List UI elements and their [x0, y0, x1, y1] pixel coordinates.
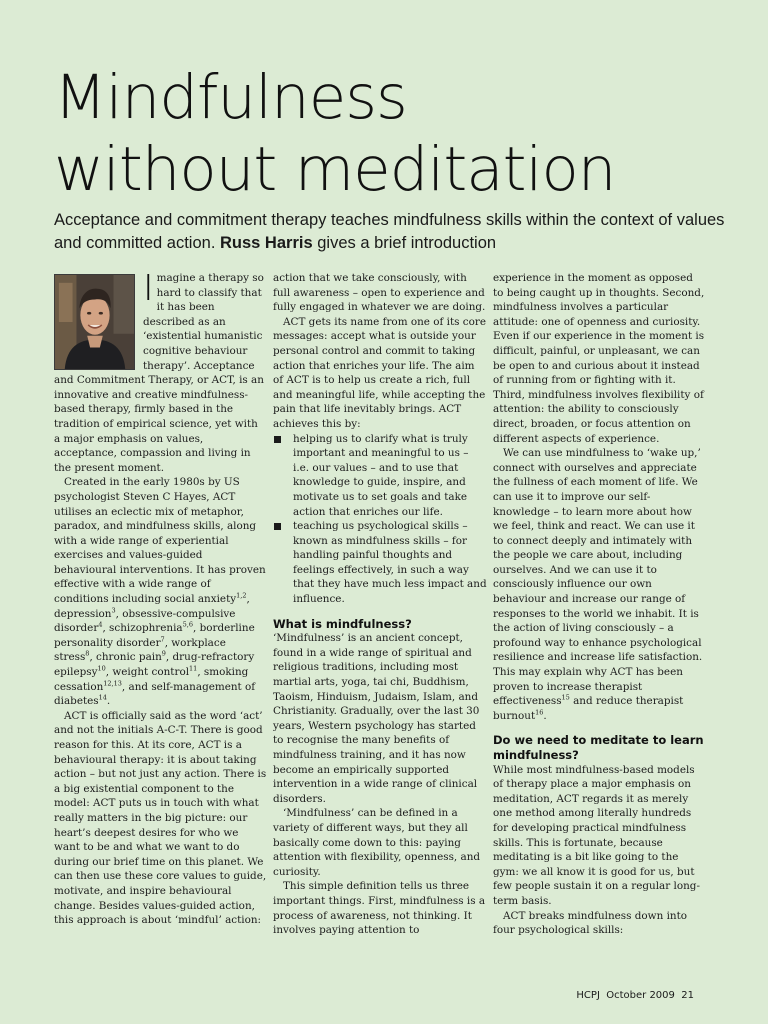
- title-line-1: Mindfulness: [54, 62, 407, 133]
- bullet-text: teaching us psychological skills – known as mindfulness skills – for handling painful thoughts and feelings effectively, in such a way that they have much less impact and influence.: [293, 520, 487, 606]
- text-run: , and self-management of diabetes: [54, 680, 256, 708]
- section-heading: What is mindfulness?: [273, 616, 412, 631]
- column-2: [273, 271, 487, 938]
- text-run: , schizophrenia: [102, 622, 183, 635]
- reference-sup: 5,6: [182, 620, 193, 629]
- col2-paragraph-1: action that we take consciously, with full awareness – open to experience and fully engaged in whatever we are doing.: [273, 272, 486, 314]
- text-run: , smoking cessation: [54, 666, 249, 693]
- col2-paragraph-3: ‘Mindfulness’ is an ancient concept, found in a wide range of spiritual and religious traditions, including most martial arts, yoga, tai chi, Buddhism, Taoism, Hinduism, Judaism, Islam, and Christianity. Gradually, over the last 30 years, Western psychology has started to recognise the many benefits of mindfulness training, and it has now become an empirically supported intervention in a wide range of clinical disorders.: [273, 632, 480, 805]
- text-run: , obsessive-compulsive disorder: [54, 607, 236, 635]
- reference-sup: 3: [111, 606, 116, 615]
- col3-paragraph-3: While most mindfulness-based models of therapy place a major emphasis on meditation, ACT regards it as merely one method among literally hundreds for developing practical mindfulness skills. This is fortunate, because meditating is a bit like going to the gym: we all know it is good for us, but few people sustain it on a regular long-term basis.: [493, 763, 700, 907]
- section-heading: Do we need to meditate to learn mindfulness?: [493, 733, 704, 762]
- text-run: and reduce therapist burnout: [493, 695, 684, 722]
- standfirst-tail: gives a brief introduction: [312, 234, 497, 252]
- reference-sup: 9: [161, 649, 166, 658]
- standfirst: [54, 209, 744, 255]
- bullet-item: [273, 519, 487, 607]
- column-3: [493, 271, 705, 938]
- drop-cap: I: [143, 268, 154, 309]
- col2-paragraph-2: ACT gets its name from one of its core messages: accept what is outside your personal control and commit to taking action that enriches your life. The aim of ACT is to help us create a rich, full and meaningful life, while accepting the pain that life inevitably brings. ACT achieves this by:: [273, 315, 486, 430]
- reference-sup: 11: [189, 664, 198, 673]
- reference-sup: 1,2: [236, 591, 247, 600]
- bullet-list: [273, 432, 487, 607]
- standfirst-text: Acceptance and commitment therapy teaches mindfulness skills within the context of values and committed action.: [54, 211, 725, 252]
- reference-sup: 15: [561, 693, 570, 702]
- reference-sup: 12,13: [103, 679, 122, 688]
- reference-sup: 16: [535, 708, 544, 717]
- col1-paragraph-1: magine a therapy so hard to classify that it has been described as an ‘existential humanistic cognitive behaviour therapy’. Acceptance and Commitment Therapy, or ACT, is an innovative and creative mindfulness-based therapy, firmly based in the tradition of empirical science, yet with a major emphasis on values, acceptance, compassion and living in the present moment.: [54, 272, 264, 474]
- col2-paragraph-4: ‘Mindfulness’ can be defined in a variety of different ways, but they all basically come down to this: paying attention with flexibility, openness, and curiosity.: [273, 807, 481, 878]
- bullet-text: helping us to clarify what is truly important and meaningful to us – i.e. our values – and to use that knowledge to guide, inspire, and motivate us to set goals and take action that enriches our life.: [293, 432, 469, 518]
- journal-name: HCPJ: [576, 990, 600, 1001]
- reference-sup: 8: [85, 649, 90, 658]
- author-name: Russ Harris: [220, 234, 313, 252]
- title-line-2: without meditation: [54, 134, 616, 205]
- text-run: .: [106, 695, 111, 708]
- text-run: , depression: [54, 593, 250, 620]
- col2-paragraph-5: This simple definition tells us three important things. First, mindfulness is a process of awareness, not thinking. It involves paying attention to: [273, 880, 486, 937]
- reference-sup: 4: [98, 620, 103, 629]
- reference-sup: 14: [98, 693, 107, 702]
- page-number: 21: [681, 990, 694, 1001]
- col3-paragraph-1: experience in the moment as opposed to being caught up in thoughts. Second, mindfulness involves a particular attitude: one of openness and curiosity. Even if our experience in the moment is difficult, painful, or unpleasant, we can be open to and curious about it instead of running from or fighting with it. Third, mindfulness involves flexibility of attention: the ability to consciously direct, broaden, or focus attention on different aspects of experience.: [493, 272, 705, 445]
- bullet-square-icon: [274, 436, 281, 443]
- bullet-item: [273, 432, 487, 520]
- col3-paragraph-2: [493, 446, 705, 723]
- bullet-square-icon: [274, 523, 281, 530]
- col1-paragraph-2: [54, 475, 267, 709]
- col3-paragraph-4: ACT breaks mindfulness down into four psychological skills:: [493, 909, 688, 937]
- reference-sup: 7: [160, 635, 165, 644]
- text-run: Created in the early 1980s by US psychologist Steven C Hayes, ACT utilises an eclectic mix of metaphor, paradox, and mindfulness skills, along with a wide range of experiential exercises and values-guided behavioural interventions. It has proven effective with a wide range of conditions including social anxiety: [54, 476, 266, 606]
- text-run: , weight control: [105, 666, 190, 679]
- text-run: .: [543, 709, 547, 722]
- col1-paragraph-3: ACT is officially said as the word ‘act’ and not the initials A-C-T. There is good reason for this. At its core, ACT is a behavioural therapy: it is about taking action – but not just any action. There is a big existential component to the model: ACT puts us in touch with what really matters in the big picture: our heart’s deepest desires for who we want to be and what we want to do during our brief time on this planet. We can then use these core values to guide, motivate, and inspire behavioural change. Besides values-guided action, this approach is about ‘mindful’ action:: [54, 709, 267, 927]
- text-run: , borderline personality disorder: [54, 622, 255, 649]
- author-photo: [54, 274, 135, 370]
- text-run: , drug-refractory epilepsy: [54, 651, 255, 679]
- column-1: [54, 268, 267, 928]
- text-run: We can use mindfulness to ‘wake up,’ connect with ourselves and appreciate the fullness of each moment of life. We can use it to improve our self-knowledge – to learn more about how we feel, think and react. We can use it to connect deeply and intimately with the people we care about, including ourselves. And we can use it to consciously influence our own behaviour and increase our range of responses to the world we inhabit. It is the action of living consciously – a profound way to enhance psychological resilience and increase life satisfaction. This may explain why ACT has been proven to increase therapist effectiveness: [493, 447, 703, 708]
- text-run: , workplace stress: [54, 636, 226, 664]
- article-title: [54, 62, 734, 206]
- reference-sup: 10: [97, 664, 106, 673]
- page-footer: [576, 990, 694, 1001]
- text-run: , chronic pain: [89, 651, 162, 664]
- issue-date: October 2009: [606, 990, 675, 1001]
